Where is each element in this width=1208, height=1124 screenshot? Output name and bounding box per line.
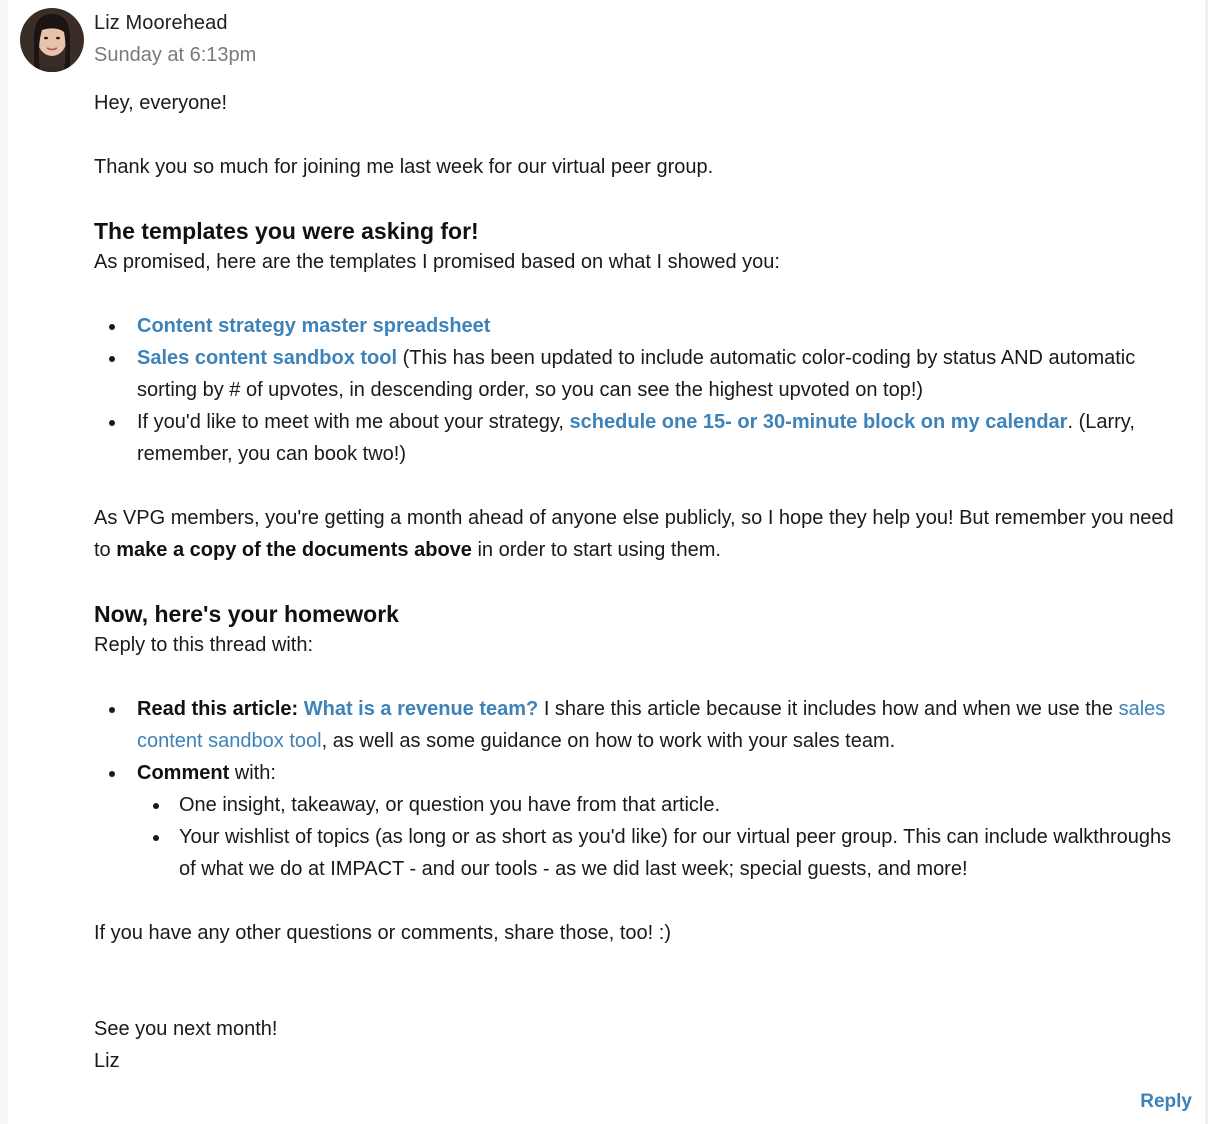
comment-label: Comment [137, 762, 230, 784]
meeting-pre-text: If you'd like to meet with me about your strategy, [137, 411, 570, 433]
greeting-text: Hey, everyone! [94, 92, 228, 114]
author-name[interactable]: Liz Moorehead [94, 12, 228, 34]
comment-sublist [137, 789, 1184, 885]
article-description-end: , as well as some guidance on how to work with your sales team. [321, 730, 896, 752]
post-timestamp[interactable]: Sunday at 6:13pm [94, 44, 257, 66]
schedule-calendar-link[interactable]: schedule one 15- or 30-minute block on my calendar [569, 411, 1068, 433]
revenue-team-article-link[interactable]: What is a revenue team? [303, 698, 539, 720]
avatar-image [20, 8, 84, 72]
homework-heading: Now, here's your homework [94, 601, 399, 627]
list-item [137, 342, 1184, 406]
reply-button[interactable]: Reply [1140, 1091, 1192, 1112]
templates-list [94, 310, 1184, 470]
signature-text: Liz [94, 1050, 120, 1072]
templates-heading: The templates you were asking for! [94, 218, 479, 244]
vpg-note-post: in order to start using them. [471, 539, 721, 561]
homework-list [94, 693, 1184, 885]
sales-content-sandbox-link[interactable]: Sales content sandbox tool [137, 347, 398, 369]
vpg-note-pre: As VPG members, you're getting a month ahead of anyone else publicly, so I hope they help you! But remember you need to [94, 507, 1174, 561]
sales-content-sandbox-inline-link[interactable]: sales content sandbox tool [137, 698, 1166, 752]
signoff-text: See you next month! [94, 1018, 278, 1040]
content-strategy-spreadsheet-link[interactable]: Content strategy master spreadsheet [137, 315, 491, 337]
post-body [94, 87, 1184, 1077]
article-description: I share this article because it includes how and when we use the [538, 698, 1119, 720]
list-item: Your wishlist of topics (as long or as short as you'd like) for our virtual peer group. This can include walkthroughs of what we do at IMPACT - and our tools - as we did last week; special guests, and more! [179, 821, 1184, 885]
list-item [137, 406, 1184, 470]
list-item [137, 693, 1184, 757]
left-border [0, 0, 8, 1124]
list-item [137, 310, 1184, 342]
list-item [137, 757, 1184, 885]
vpg-note [94, 502, 1184, 566]
intro-text: Thank you so much for joining me last week for our virtual peer group. [94, 156, 714, 178]
vpg-note-bold: make a copy of the documents above [116, 539, 472, 561]
read-article-label: Read this article: [137, 698, 299, 720]
homework-lead: Reply to this thread with: [94, 634, 313, 656]
sandbox-description: (This has been updated to include automatic color-coding by status AND automatic sorting by # of upvotes, in descending order, so you can see the highest upvoted on top!) [137, 347, 1136, 401]
templates-lead: As promised, here are the templates I promised based on what I showed you: [94, 251, 780, 273]
closing-question: If you have any other questions or comments, share those, too! :) [94, 922, 671, 944]
list-item: One insight, takeaway, or question you have from that article. [179, 789, 1184, 821]
meeting-post-text: . (Larry, remember, you can book two!) [137, 411, 1135, 465]
avatar[interactable] [20, 8, 84, 72]
comment-with-text: with: [229, 762, 276, 784]
